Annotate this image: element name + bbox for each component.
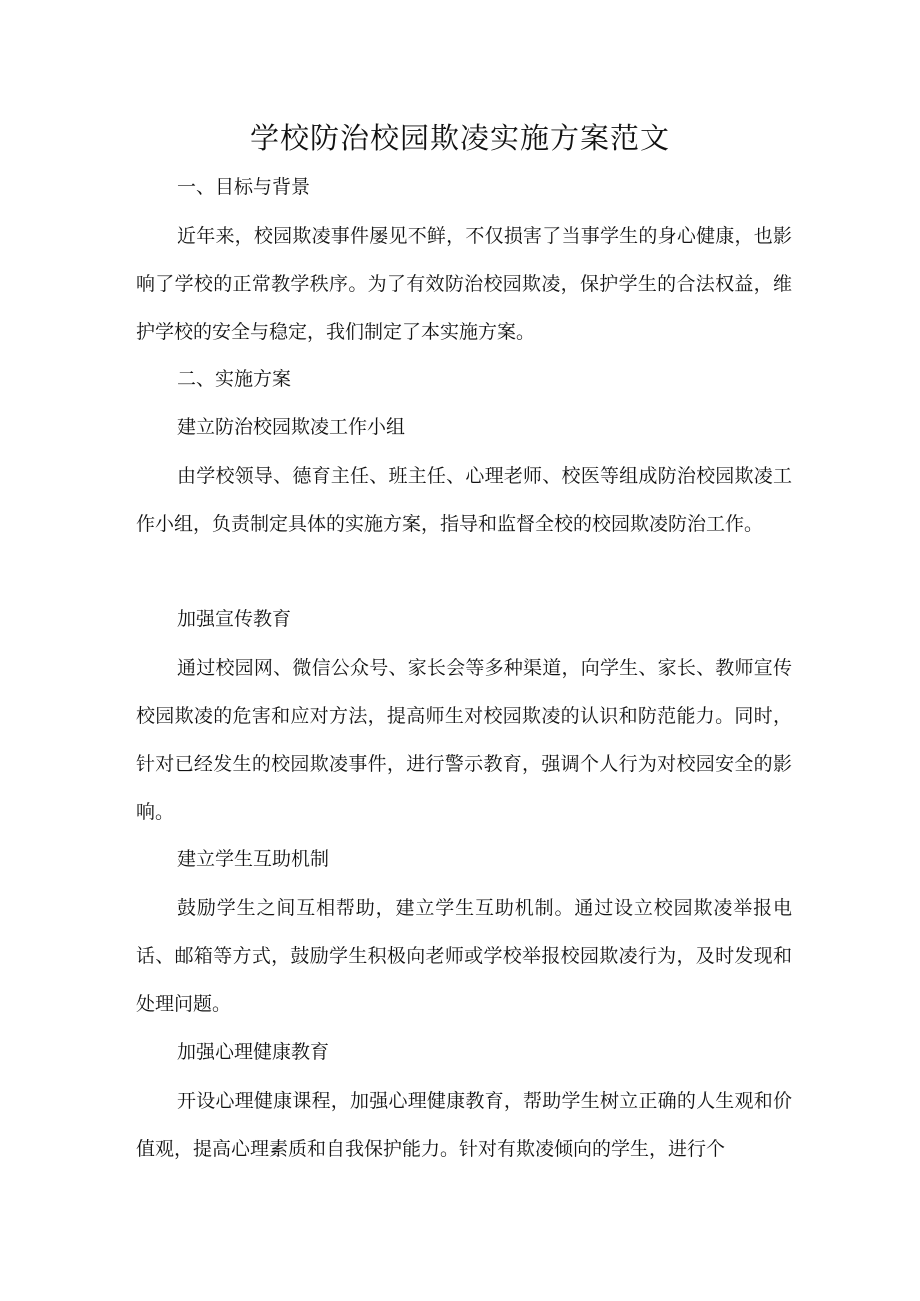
paragraph-background: 近年来，校园欺凌事件屡见不鲜，不仅损害了当事学生的身心健康，也影响了学校的正常教学秩序。为了有效防治校园欺凌，保护学生的合法权益，维护学校的安全与稳定，我们制定了本实施方案。 (136, 225, 792, 343)
paragraph-mutual-aid: 鼓励学生之间互相帮助，建立学生互助机制。通过设立校园欺凌举报电话、邮箱等方式，鼓励学生积极向老师或学校举报校园欺凌行为，及时发现和处理问题。 (136, 897, 792, 1015)
paragraph-mental-health: 开设心理健康课程，加强心理健康教育，帮助学生树立正确的人生观和价值观，提高心理素质和自我保护能力。针对有欺凌倾向的学生，进行个 (136, 1090, 792, 1160)
paragraph-publicity: 通过校园网、微信公众号、家长会等多种渠道，向学生、家长、教师宣传校园欺凌的危害和应对方法，提高师生对校园欺凌的认识和防范能力。同时，针对已经发生的校园欺凌事件，进行警示教育，强调个人行为对校园安全的影响。 (136, 657, 792, 823)
paragraph-working-group: 由学校领导、德育主任、班主任、心理老师、校医等组成防治校园欺凌工作小组，负责制定具体的实施方案，指导和监督全校的校园欺凌防治工作。 (136, 465, 792, 535)
document-title: 学校防治校园欺凌实施方案范文 (249, 121, 670, 155)
section-heading-goals: 一、目标与背景 (177, 176, 311, 198)
subheading-mutual-aid: 建立学生互助机制 (177, 848, 330, 870)
subheading-publicity: 加强宣传教育 (177, 608, 292, 630)
section-heading-plan: 二、实施方案 (177, 368, 292, 390)
subheading-mental-health: 加强心理健康教育 (177, 1041, 330, 1063)
subheading-working-group: 建立防治校园欺凌工作小组 (177, 416, 406, 438)
